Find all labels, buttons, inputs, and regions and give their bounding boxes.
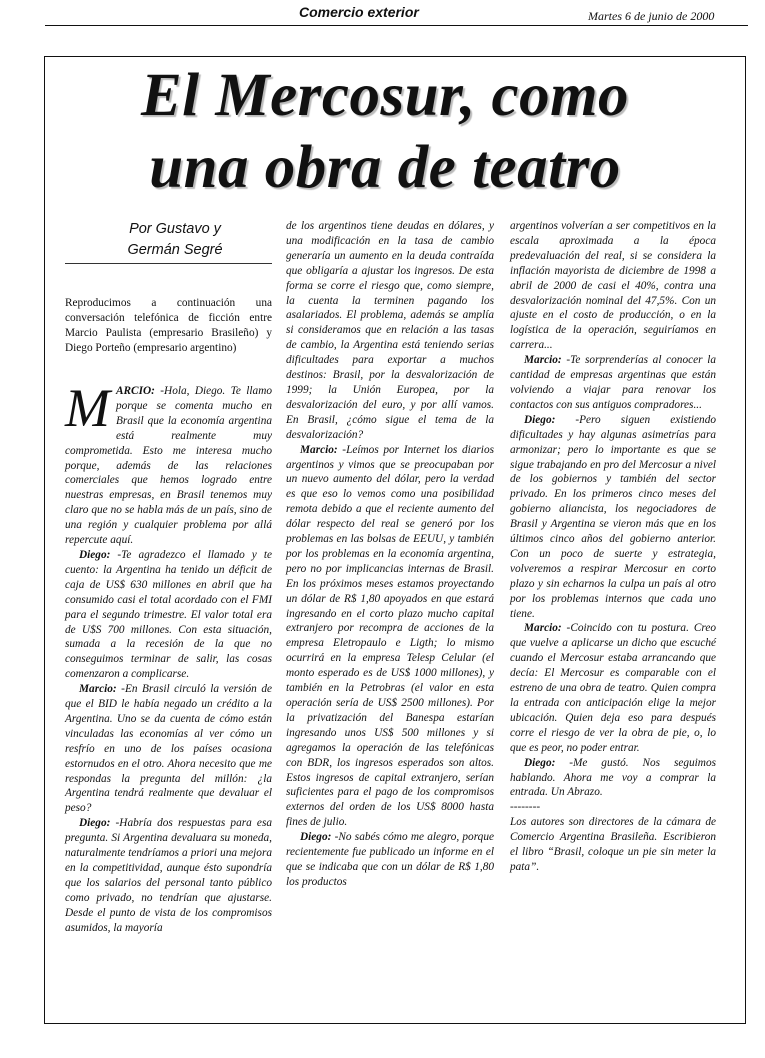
paragraph-continued: argentinos volverían a ser competitivos en la escala aproximada a la época predevaluación del real, si se considera la inflación mayorista de diciembre de 1998 a abril de 2000 de casi el 40%, contra una desvalorización nominal del 47,5%. Con un ajuste en el costo de producción, o en la logística de la operación, seguiríamos en carrera... (510, 220, 716, 352)
author-note-text: Los autores son directores de la cámara de Comercio Argentina Brasileña. Escribieron el libro “Brasil, coloque un pie sin meter la pata”. (510, 816, 716, 873)
speaker-label: Marcio: (79, 683, 117, 696)
separator: -------- (510, 801, 541, 814)
speaker-label: Diego: (79, 817, 111, 830)
byline-line-2: Germán Segré (127, 242, 223, 258)
speaker-label: Diego: (300, 831, 332, 844)
paragraph-text: -Te sorprenderías al conocer la cantidad de empresas argentinas que están volviendo a viajar para renovar los contactos con sus antiguos compradores... (510, 354, 716, 411)
paragraph-text: -Habría dos respuestas para esa pregunta. Si Argentina devaluara su moneda, naturalmente tendríamos a priori una mejora en la competitividad, aunque ésto supondría que los salarios del personal tanto público como privado, no tendrían que ajustarse. Desde el punto de vista de los compromisos asumidos, la mayoría (65, 817, 272, 934)
speaker-label: Diego: (524, 756, 556, 769)
paragraph (65, 682, 272, 816)
byline (105, 219, 245, 261)
article-column-2 (286, 219, 494, 890)
paragraph (65, 816, 272, 935)
paragraph-text: -En Brasil circuló la versión de que el BID le había negado un crédito a la Argentina. Uno se da cuenta de cómo están vinculadas las economías al ver cómo un resfrío en uno de los países ocasiona estornudos en el otro. Ahora necesito que me respondas la pregunta del millón: ¿la Argentina tendrá realmente que devaluar el peso? (65, 683, 272, 815)
headline-line-2: una obra de teatro (149, 134, 621, 201)
speaker-label: ARCIO: (115, 385, 155, 397)
section-title: Comercio exterior (299, 4, 419, 20)
article-column-3 (510, 219, 716, 875)
paragraph (510, 621, 716, 755)
paragraph (286, 443, 494, 831)
byline-line-1: Por Gustavo y (129, 221, 221, 237)
publication-date: Martes 6 de junio de 2000 (588, 9, 715, 23)
paragraph-text: -Leímos por Internet los diarios argentinos y vimos que se preocupaban por un nuevo aumento del dólar, pero la verdad es que eso lo vemos como una posibilidad remota debido a que el reciente aumento del dólar respecto del real se generó por los problemas en las bolsas de EEUU, y también por los problemas en la economía argentina, pero no por implicancias internas de Brasil. En los próximos meses estamos proyectando un dólar de R$ 1,80 apoyados en que estará ingresando en el corto plazo mucho capital extranjero por recompra de acciones de la empresa Eletropaulo e Ligth; lo mismo ocurrirá en la empresa Telesp Celular (el monto esperado es de US$ 1000 millones), y también en la Petrobras (el valor en esta operación sería de US$ 2500 millones). Por la privatización del Banespa estarían ingresando unos US$ 500 millones y si agregamos la operación de las telefónicas con BDR, los ingresos esperados son altos. Estos ingresos de capital extranjero, serían suficientes para el pago de los compromisos externos del orden de los US$ 8000 hasta fines de julio. (286, 443, 494, 829)
author-note (510, 815, 716, 875)
paragraph (65, 548, 272, 682)
header-rule (45, 25, 748, 26)
drop-cap: M (65, 378, 110, 438)
speaker-label: Diego: (79, 548, 111, 561)
paragraph-text: -Te agradezco el llamado y te cuento: la Argentina ha tenido un déficit de caja de US$ 630 millones en abril que ha consumido casi el total acordado con el FMI para el segundo trimestre. El valor total era de U$S 700 millones. Con esta situación, sumada a la recesión de la que no conseguimos terminar de salir, las cosas comenzaron a complicarse. (65, 548, 272, 681)
paragraph-text: -Pero siguen existiendo dificultades y hay algunas asimetrías para armonizar; pero lo importante es que se sigue trabajando en pro del Mercosur a nivel de los gobiernos y también del sector privado. En los primeros cinco meses del gobierno aliancista, los negociadores de Brasil y Argentina se vieron más que en los últimos cinco años del gobierno anterior. Con un poco de suerte y estrategia, volveremos a respirar Mercosur en corto plazo y sin echarnos la culpa un país al otro por los problemas internos que cada uno tiene. (510, 413, 716, 620)
speaker-label: Diego: (524, 413, 556, 426)
speaker-label: Marcio: (300, 443, 338, 456)
speaker-label: Marcio: (524, 622, 562, 635)
paragraph-text: -Me gustó. Nos seguimos hablando. Ahora me voy a comprar la entrada. Un Abrazo. (510, 756, 716, 799)
intro-paragraph: Reproducimos a continuación una conversación telefónica de ficción entre Marcio Paulista (empresario Brasileño) y Diego Porteño (empresario argentino) (65, 297, 272, 354)
paragraph (286, 830, 494, 890)
headline-line-1: El Mercosur, como (140, 62, 630, 129)
paragraph (510, 756, 716, 801)
paragraph (510, 353, 716, 413)
article-column-1 (65, 378, 272, 936)
paragraph-continued: de los argentinos tiene deudas en dólares, y una modificación en la tasa de cambio generaría un aumento en la deuda contraída que obligaría a ajustar los ingresos. De esta forma se corre el riesgo que, como siempre, la cuenta la terminen pagando los asalariados. El problema, además se amplía si consideramos que en relación a las tasas de cambio, la Argentina está teniendo serias dificultades para exportar a muchos destinos: Brasil, por la desvalorización de 1999; la Unión Europea, por la desvalorización del euro, y por allí vamos. En Brasil, ¿cómo sigue el tema de la desvalorización? (286, 220, 494, 441)
paragraph-text: -No sabés cómo me alegro, porque recientemente fue publicado un informe en el que se indicaba que con un dólar de R$ 1,80 los productos (286, 831, 494, 888)
paragraph (510, 413, 716, 622)
byline-rule (65, 263, 272, 264)
paragraph (65, 378, 272, 548)
paragraph-text: -Hola, Diego. Te llamo porque se comenta mucho en Brasil que la economía argentina está realmente muy comprometida. Esto me interesa mucho porque, además de las relaciones comerciales que hemos logrado entre nuestras empresas, en Brasil tenemos muy claro que no se habla más de un país, sino de una región y cualquier problema por allá repercute aquí. (65, 385, 272, 547)
speaker-label: Marcio: (524, 354, 562, 367)
headline (60, 60, 710, 204)
paragraph-text: -Coincido con tu postura. Creo que vuelve a aplicarse un dicho que escuché cuando el Mercosur estaba arrancando que decía: El Mercosur es comparable con el estreno de una obra de teatro. Quien compra la entrada con anticipación elige la mejor ubicación. Quien deja eso para después corre el riesgo de ver la obra de pie, o, lo que es peor, no poder entrar. (510, 622, 716, 754)
